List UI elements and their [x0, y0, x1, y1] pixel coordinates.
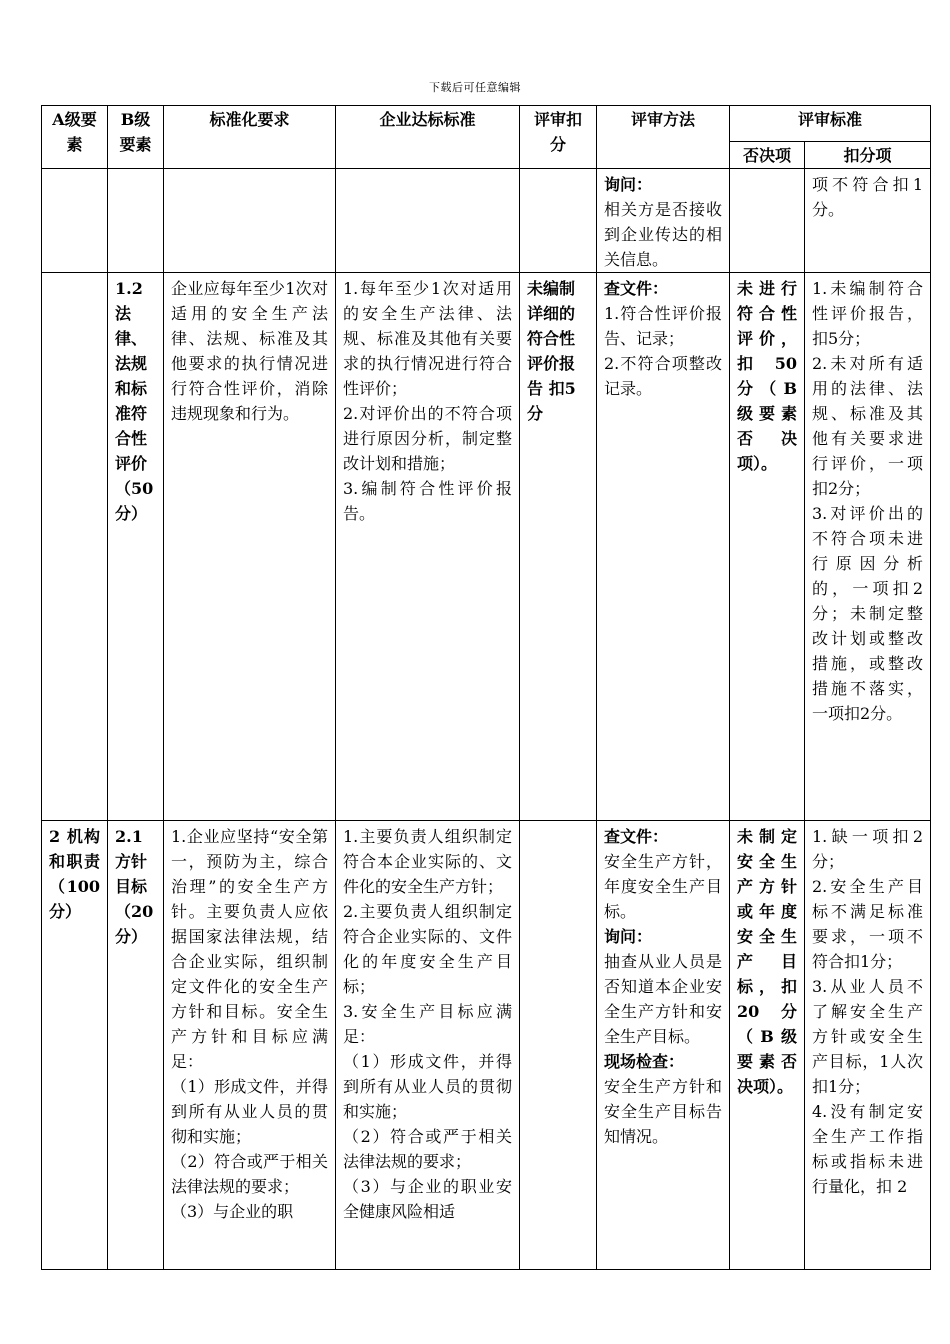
std-item: 3.安全生产目标应满足： — [343, 1002, 512, 1046]
table-row — [42, 273, 931, 821]
cell-deduct-item — [805, 169, 931, 273]
cell-a-level — [42, 273, 108, 821]
cell-deduction — [520, 169, 597, 273]
deduct-text: 3.对评价出的不符合项未进行原因分析的，一项扣2分；未制定整改计划或整改措施，或整改措施不落实，一项扣2分。 — [812, 504, 924, 723]
method-heading: 现场检查： — [604, 1052, 685, 1071]
method-heading: 查文件： — [604, 827, 669, 846]
col-a-level: A级要素 — [42, 106, 108, 169]
assessment-table — [41, 105, 931, 1270]
std-item: 2.对评价出的不符合项进行原因分析，制定整改计划和措施； — [343, 404, 512, 473]
cell-method — [597, 169, 730, 273]
cell-method — [597, 273, 730, 821]
std-item: （3）与企业的职业安全健康风险相适 — [343, 1177, 512, 1221]
deduct-text: 1.未编制符合性评价报告，扣5分； — [812, 279, 924, 348]
col-method: 评审方法 — [597, 106, 730, 169]
col-enterprise-std: 企业达标标准 — [336, 106, 520, 169]
method-text: 安全生产方针和安全生产目标告知情况。 — [604, 1077, 722, 1146]
cell-standard-req — [164, 821, 336, 1270]
cell-enterprise-std — [336, 821, 520, 1270]
cell-deduction: 未编制详细的符合性评价报告 扣5分 — [520, 273, 597, 821]
header-note: 下载后可任意编辑 — [429, 81, 521, 94]
cell-enterprise-std — [336, 169, 520, 273]
req-item: （1）形成文件，并得到所有从业人员的贯彻和实施； — [171, 1077, 328, 1146]
col-criteria: 评审标准 — [730, 106, 931, 142]
cell-veto — [730, 169, 805, 273]
cell-b-level: 1.2 法律、法规和标准符合性评价（50分） — [108, 273, 164, 821]
cell-veto: 未进行符合性评价，扣 50 分（B级要素否决项）。 — [730, 273, 805, 821]
std-item: 2.主要负责人组织制定符合企业实际的、文件化的年度安全生产目标； — [343, 902, 512, 996]
req-item: （2）符合或严于相关法律法规的要求； — [171, 1152, 328, 1196]
deduct-text: 4.没有制定安全生产工作指标或指标未进行量化，扣 2 — [812, 1102, 924, 1196]
cell-veto: 未制定安全生产方针或年度安全生产目标，扣 20 分（B级要素否决项）。 — [730, 821, 805, 1270]
cell-a-level: 2 机构和职责（100分） — [42, 821, 108, 1270]
method-text: 相关方是否接收到企业传达的相关信息。 — [604, 200, 722, 269]
cell-deduction — [520, 821, 597, 1270]
cell-deduct-item — [805, 273, 931, 821]
std-item: 1.每年至少1次对适用的安全生产法律、法规、标准及其他有关要求的执行情况进行符合性评价； — [343, 279, 512, 398]
col-standard-req: 标准化要求 — [164, 106, 336, 169]
table-row — [42, 169, 931, 273]
deduct-text: 1.缺一项扣2分； — [812, 827, 924, 871]
deduct-text: 2.未对所有适用的法律、法规、标准及其他有关要求进行评价，一项扣2分； — [812, 354, 924, 498]
method-text: 抽查从业人员是否知道本企业安全生产方针和安全生产目标。 — [604, 952, 722, 1046]
deduct-text: 项不符合扣1分。 — [812, 175, 924, 219]
req-item: （3）与企业的职 — [171, 1202, 294, 1221]
method-heading: 查文件： — [604, 279, 669, 298]
deduct-text: 3.从业人员不了解安全生产方针或安全生产目标，1人次扣1分； — [812, 977, 924, 1096]
deduct-text: 2.安全生产目标不满足标准要求，一项不符合扣1分； — [812, 877, 924, 971]
col-b-level: B级要素 — [108, 106, 164, 169]
col-deduct-item: 扣分项 — [805, 142, 931, 169]
table-row — [42, 821, 931, 1270]
method-text: 1.符合性评价报告、记录； — [604, 304, 722, 348]
header-row — [42, 106, 931, 142]
std-item: 3.编制符合性评价报告。 — [343, 479, 512, 523]
method-heading: 询问： — [604, 175, 653, 194]
col-deduction: 评审扣分 — [520, 106, 597, 169]
method-heading: 询问： — [604, 927, 653, 946]
std-item: 1.主要负责人组织制定符合本企业实际的、文件化的安全生产方针； — [343, 827, 512, 896]
std-item: （2）符合或严于相关法律法规的要求； — [343, 1127, 512, 1171]
method-text: 2.不符合项整改记录。 — [604, 354, 722, 398]
cell-b-level: 2.1 方针目标（20分） — [108, 821, 164, 1270]
cell-b-level — [108, 169, 164, 273]
req-item: 1.企业应坚持“安全第一，预防为主，综合治理”的安全生产方针。主要负责人应依据国家法律法规，结合企业实际，组织制定文件化的安全生产方针和目标。安全生产方针和目标应满足： — [171, 827, 328, 1071]
cell-a-level — [42, 169, 108, 273]
cell-deduct-item — [805, 821, 931, 1270]
cell-method — [597, 821, 730, 1270]
cell-standard-req — [164, 169, 336, 273]
std-item: （1）形成文件，并得到所有从业人员的贯彻和实施； — [343, 1052, 512, 1121]
cell-enterprise-std — [336, 273, 520, 821]
col-veto: 否决项 — [730, 142, 805, 169]
method-text: 安全生产方针，年度安全生产目标。 — [604, 852, 722, 921]
cell-standard-req: 企业应每年至少1次对适用的安全生产法律、法规、标准及其他要求的执行情况进行符合性评价，消除违规现象和行为。 — [164, 273, 336, 821]
